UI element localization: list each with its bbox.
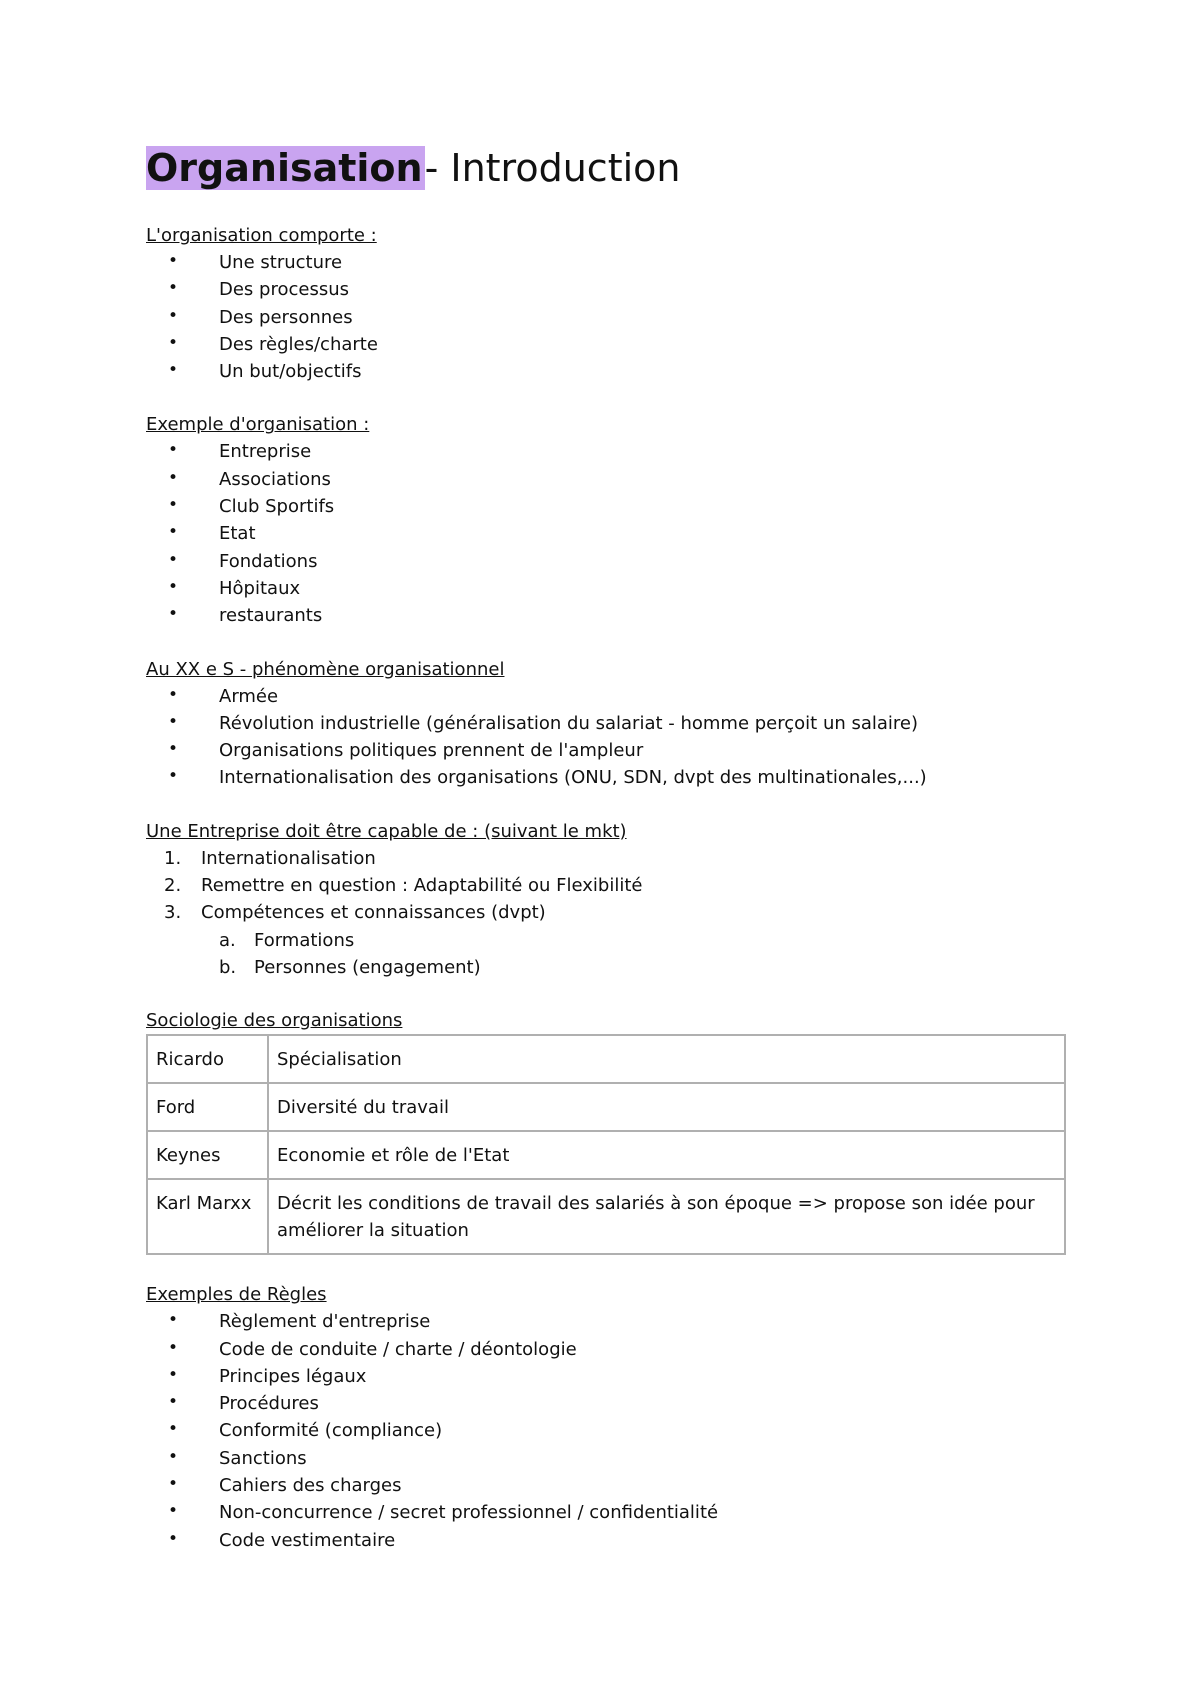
- list-item-text: Personnes (engagement): [254, 956, 481, 978]
- list-item-text: Sanctions: [219, 1447, 307, 1469]
- table-row: [147, 1131, 1065, 1179]
- list-item: [146, 1472, 1066, 1499]
- table-cell-name: Keynes: [147, 1131, 268, 1179]
- page-title: [146, 140, 1066, 196]
- section-capabilities: [146, 818, 1066, 981]
- bullet-icon: •: [168, 549, 179, 570]
- list-item-text: Des règles/charte: [219, 333, 378, 355]
- list-item: [146, 845, 1066, 872]
- list-item-text: restaurants: [219, 605, 323, 627]
- bullet-icon: •: [168, 305, 179, 326]
- bullet-icon: •: [168, 1392, 179, 1413]
- list-item: [146, 1445, 1066, 1472]
- list-item-text: Formations: [254, 929, 355, 951]
- sub-list-item: [146, 927, 1066, 954]
- list-item-text: Remettre en question : Adaptabilité ou Flexibilité: [201, 875, 643, 897]
- document-page: [146, 140, 1066, 1554]
- list-number: 1.: [164, 847, 182, 869]
- list-item: [146, 737, 1066, 764]
- list-item-text: Entreprise: [219, 441, 312, 463]
- bullet-list: [146, 1308, 1066, 1554]
- bullet-icon: •: [168, 1364, 179, 1385]
- bullet-icon: •: [168, 278, 179, 299]
- numbered-list: [146, 845, 1066, 981]
- section-examples: [146, 411, 1066, 629]
- section-phenomenon: [146, 656, 1066, 792]
- list-item-text: Code de conduite / charte / déontologie: [219, 1338, 577, 1360]
- section-heading: L'organisation comporte :: [146, 225, 377, 246]
- list-item-text: Fondations: [219, 550, 318, 572]
- table-cell-name: Ricardo: [147, 1035, 268, 1083]
- bullet-icon: •: [168, 1337, 179, 1358]
- title-rest: - Introduction: [424, 146, 681, 190]
- list-number: 3.: [164, 902, 182, 924]
- bullet-icon: •: [168, 332, 179, 353]
- section-heading: Au XX e S - phénomène organisationnel: [146, 658, 505, 680]
- table-cell-name: Karl Marxx: [147, 1179, 268, 1254]
- bullet-icon: •: [168, 684, 179, 705]
- bullet-icon: •: [168, 766, 179, 787]
- bullet-list: [146, 438, 1066, 629]
- list-item: [146, 1363, 1066, 1390]
- list-item-text: Associations: [219, 468, 331, 490]
- list-item: [146, 548, 1066, 575]
- list-item-text: Principes légaux: [219, 1365, 367, 1387]
- list-item: [146, 466, 1066, 493]
- section-sociology: [146, 1007, 1066, 1255]
- bullet-list: [146, 683, 1066, 792]
- table-cell-desc: Décrit les conditions de travail des salariés à son époque => propose son idée pour améliorer la situation: [268, 1179, 1065, 1254]
- list-item: [146, 331, 1066, 358]
- list-item-text: Code vestimentaire: [219, 1529, 396, 1551]
- list-item: [146, 358, 1066, 385]
- bullet-icon: •: [168, 251, 179, 271]
- table-cell-desc: Diversité du travail: [268, 1083, 1065, 1131]
- list-item: [146, 1308, 1066, 1335]
- list-item-text: Révolution industrielle (généralisation du salariat - homme perçoit un salaire): [219, 712, 919, 734]
- list-item: [146, 710, 1066, 737]
- bullet-icon: •: [168, 576, 179, 597]
- list-letter: b.: [219, 956, 237, 978]
- list-item-text: Cahiers des charges: [219, 1475, 402, 1497]
- list-item-text: Conformité (compliance): [219, 1420, 443, 1442]
- bullet-icon: •: [168, 1528, 179, 1549]
- bullet-icon: •: [168, 1419, 179, 1440]
- bullet-list: [146, 249, 1066, 385]
- bullet-icon: •: [168, 360, 179, 381]
- list-item-text: Règlement d'entreprise: [219, 1311, 431, 1333]
- list-item: [146, 304, 1066, 331]
- list-item-text: Des processus: [219, 279, 349, 301]
- bullet-icon: •: [168, 495, 179, 516]
- bullet-icon: •: [168, 467, 179, 488]
- list-item-text: Internationalisation: [201, 847, 376, 869]
- list-item: [146, 249, 1066, 276]
- bullet-icon: •: [168, 1501, 179, 1522]
- section-heading: Exemples de Règles: [146, 1284, 327, 1306]
- list-item-text: Organisations politiques prennent de l'ampleur: [219, 740, 644, 762]
- sub-list-item: [146, 954, 1066, 981]
- list-item-text: Hôpitaux: [219, 577, 301, 599]
- list-item: [146, 1336, 1066, 1363]
- list-item: [146, 683, 1066, 710]
- table-cell-desc: Spécialisation: [268, 1035, 1065, 1083]
- table-cell-desc: Economie et rôle de l'Etat: [268, 1131, 1065, 1179]
- section-composition: [146, 222, 1066, 385]
- bullet-icon: •: [168, 711, 179, 732]
- list-item-text: Procédures: [219, 1393, 319, 1415]
- table-row: [147, 1083, 1065, 1131]
- table-cell-name: Ford: [147, 1083, 268, 1131]
- list-item: [146, 493, 1066, 520]
- list-item-text: Des personnes: [219, 306, 353, 328]
- list-item: [146, 438, 1066, 465]
- list-item: [146, 1527, 1066, 1554]
- list-number: 2.: [164, 875, 182, 897]
- list-item-text: Compétences et connaissances (dvpt): [201, 902, 546, 924]
- list-item-text: Internationalisation des organisations (ONU, SDN, dvpt des multinationales,...): [219, 767, 927, 789]
- title-highlight: Organisation: [146, 146, 423, 190]
- bullet-icon: •: [168, 1310, 179, 1331]
- section-rules: [146, 1281, 1066, 1554]
- sociology-table: [146, 1034, 1066, 1255]
- bullet-icon: •: [168, 522, 179, 543]
- list-item: [146, 1390, 1066, 1417]
- bullet-icon: •: [168, 1446, 179, 1467]
- section-heading: Une Entreprise doit être capable de : (suivant le mkt): [146, 820, 627, 842]
- list-item: [146, 575, 1066, 602]
- section-heading: Exemple d'organisation :: [146, 414, 370, 436]
- bullet-icon: •: [168, 1474, 179, 1495]
- bullet-icon: •: [168, 604, 179, 625]
- section-heading: Sociologie des organisations: [146, 1010, 403, 1032]
- table-row: [147, 1179, 1065, 1254]
- list-item: [146, 520, 1066, 547]
- list-item: [146, 602, 1066, 629]
- list-item: [146, 899, 1066, 926]
- list-item-text: Non-concurrence / secret professionnel / confidentialité: [219, 1502, 719, 1524]
- list-item-text: Etat: [219, 523, 256, 545]
- list-item-text: Une structure: [219, 252, 343, 273]
- table-row: [147, 1035, 1065, 1083]
- list-item-text: Un but/objectifs: [219, 361, 362, 383]
- list-item: [146, 1417, 1066, 1444]
- list-item: [146, 872, 1066, 899]
- bullet-icon: •: [168, 440, 179, 461]
- list-item: [146, 764, 1066, 791]
- bullet-icon: •: [168, 739, 179, 760]
- list-letter: a.: [219, 929, 236, 951]
- list-item: [146, 1499, 1066, 1526]
- list-item: [146, 276, 1066, 303]
- list-item-text: Club Sportifs: [219, 496, 335, 518]
- list-item-text: Armée: [219, 685, 279, 707]
